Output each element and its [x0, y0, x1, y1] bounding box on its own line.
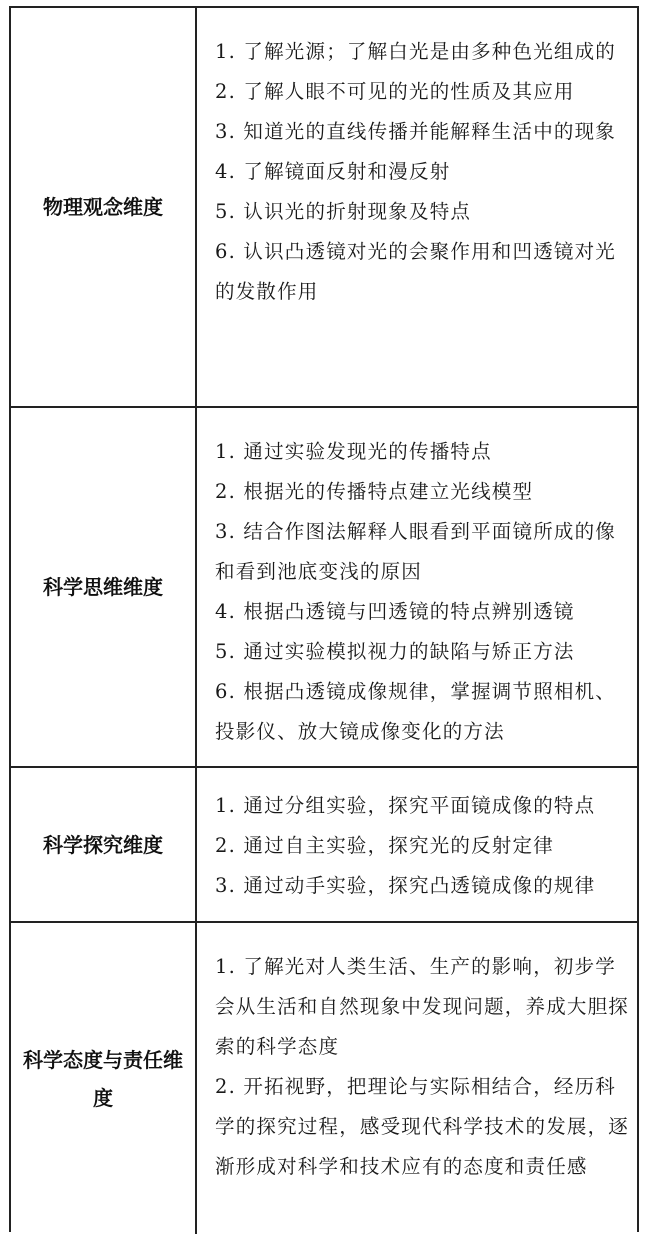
table-row-scientific-thinking — [11, 408, 637, 768]
objective-item: 4. 了解镜面反射和漫反射 — [215, 160, 451, 183]
objectives-cell — [197, 408, 637, 766]
objectives-cell — [197, 768, 637, 921]
objectives-cell — [197, 923, 637, 1234]
objective-item: 1. 了解光源；了解白光是由多种色光组成的 — [215, 40, 617, 63]
table-row-physics-concept — [11, 8, 637, 408]
objective-item: 3. 知道光的直线传播并能解释生活中的现象 — [215, 120, 617, 143]
objective-item: 5. 认识光的折射现象及特点 — [215, 200, 472, 223]
objective-item: 1. 通过实验发现光的传播特点 — [215, 440, 492, 463]
dimension-cell — [11, 768, 197, 921]
objective-item: 1. 通过分组实验，探究平面镜成像的特点 — [215, 794, 596, 817]
objective-item: 2. 了解人眼不可见的光的性质及其应用 — [215, 80, 575, 103]
dimension-cell — [11, 8, 197, 406]
objective-item: 3. 通过动手实验，探究凸透镜成像的规律 — [215, 874, 596, 897]
objectives-table — [9, 6, 639, 1232]
table-row-attitude-responsibility — [11, 923, 637, 1234]
dimension-cell — [11, 408, 197, 766]
table-row-scientific-inquiry — [11, 768, 637, 923]
objective-item: 6. 认识凸透镜对光的会聚作用和凹透镜对光的发散作用 — [215, 240, 617, 303]
objective-item: 2. 根据光的传播特点建立光线模型 — [215, 480, 534, 503]
objectives-cell — [197, 8, 637, 406]
objective-item: 2. 开拓视野，把理论与实际相结合，经历科学的探究过程，感受现代科学技术的发展，逐渐形成对科学和技术应有的态度和责任感 — [215, 1075, 630, 1178]
dimension-label: 科学态度与责任维度 — [23, 1047, 183, 1110]
objective-item: 6. 根据凸透镜成像规律，掌握调节照相机、投影仪、放大镜成像变化的方法 — [215, 680, 617, 743]
objective-item: 3. 结合作图法解释人眼看到平面镜所成的像和看到池底变浅的原因 — [215, 520, 617, 583]
objective-item: 4. 根据凸透镜与凹透镜的特点辨别透镜 — [215, 600, 575, 623]
dimension-label: 物理观念维度 — [43, 195, 163, 219]
dimension-label: 科学思维维度 — [43, 575, 163, 599]
dimension-cell — [11, 923, 197, 1234]
objective-item: 1. 了解光对人类生活、生产的影响，初步学会从生活和自然现象中发现问题，养成大胆探索的科学态度 — [215, 955, 630, 1058]
objective-item: 2. 通过自主实验，探究光的反射定律 — [215, 834, 554, 857]
dimension-label: 科学探究维度 — [43, 832, 163, 857]
objective-item: 5. 通过实验模拟视力的缺陷与矫正方法 — [215, 640, 575, 663]
